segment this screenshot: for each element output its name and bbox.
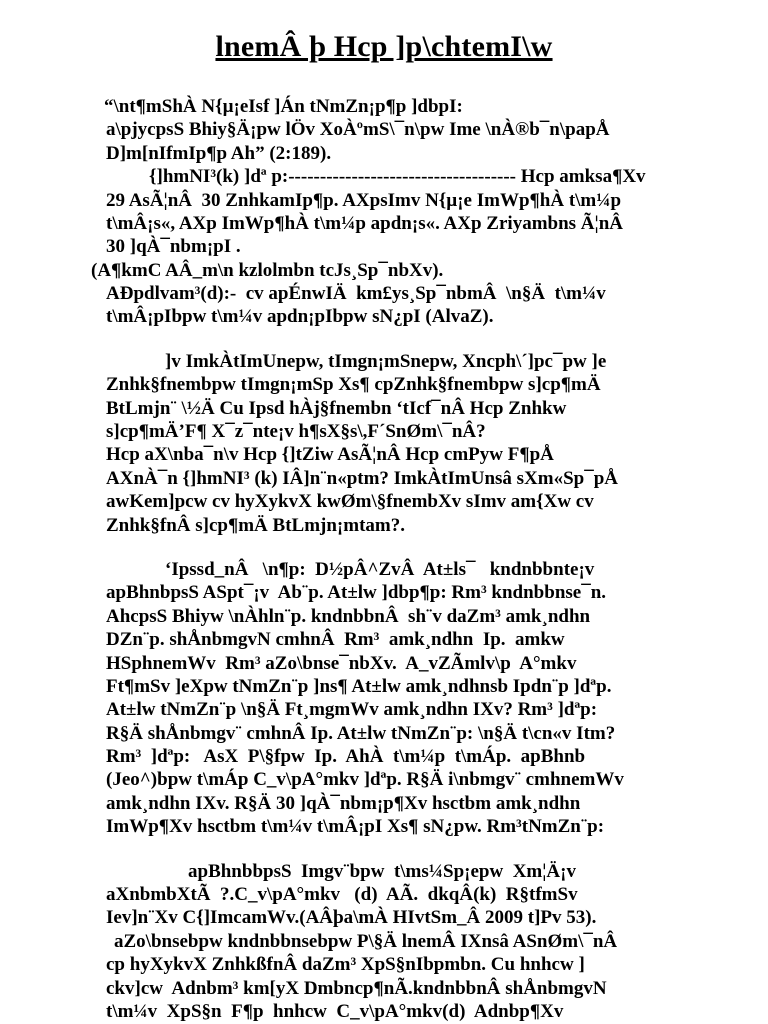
- text-line: t\mÂ¡s«, AXp ImWp¶hÀ t\m¼p apdn¡s«. AXp Zriyambns Ã¦nÂ: [106, 213, 623, 234]
- text-line: DZn¨p. shÅnbmgvN cmhnÂ Rm³ amk¸ndhn Ip. amkw: [106, 629, 565, 650]
- text-line: D]m[nIfmIp¶p Ah” (2:189).: [106, 143, 332, 164]
- text-line: ImWp¶Xv hsctbm t\m¼v t\mÂ¡pI Xs¶ sN¿pw. Rm³tNmZn¨p:: [106, 816, 605, 837]
- text-line: Hcp aX\nba¯n\v Hcp {]tZiw AsÃ¦nÂ Hcp cmPyw F¶pÅ: [106, 444, 554, 465]
- text-line: “\nt¶mShÀ N{µ¡eIsf ]Án tNmZn¡p¶p ]dbpI:: [104, 96, 463, 117]
- text-line: (A¶kmC AÂ_m\n kzlolmbn tcJs¸Sp¯nbXv).: [91, 260, 444, 281]
- text-line: Znhk§fnÂ s]cp¶mÄ BtLmjn¡mtam?.: [106, 515, 405, 536]
- text-line: s]cp¶mÄ’F¶ X¯z¯nte¡v h¶sX§s\,F´SnØm\¯nÂ?: [106, 421, 486, 442]
- text-line: Znhk§fnembpw tImgn¡mSp Xs¶ cpZnhk§fnembpw s]cp¶mÄ: [106, 374, 601, 395]
- text-line: ckv]cw Adnbm³ km[yX Dmbncp¶nÃ.kndnbbnÂ shÅnbmgvN: [106, 978, 607, 999]
- text-line: apBhnbbpsS Imgv¨bpw t\ms¼Sp¡epw Xm¦Ä¡v: [188, 861, 576, 882]
- text-line: AÐpdlvam³(d):- cv apÉnwIÄ km£ys¸Sp¯nbmÂ \n§Ä t\m¼v: [106, 283, 606, 304]
- text-line: R§Ä shÅnbmgv¨ cmhnÂ Ip. At±lw tNmZn¨p: \n§Ä t\cn«v Itm?: [106, 723, 616, 744]
- text-line: Ft¶mSv ]eXpw tNmZn¨p ]ns¶ At±lw amk¸ndhnsb Ipdn¨p ]dªp.: [106, 676, 612, 697]
- text-line: 30 ]qÀ¯nbm¡pI .: [106, 236, 241, 257]
- text-line: a\pjycpsS Bhiy§Ä¡pw lÖv XoÀºmS\¯n\pw Ime \nÀ®b¯n\papÅ: [106, 119, 610, 140]
- text-line: At±lw tNmZn¨p \n§Ä Ft¸mgmWv amk¸ndhn IXv? Rm³ ]dªp:: [106, 699, 598, 720]
- text-line: aXnbmbXtÃ ?.C_v\pA°mkv (d) AÃ. dkqÂ(k) R§tfmSv: [106, 884, 578, 905]
- text-line: HSphnemWv Rm³ aZo\bnse¯nbXv. A_vZÃmlv\p A°mkv: [106, 653, 577, 674]
- text-line: aZo\bnsebpw kndnbbnsebpw P\§Ä lnemÂ IXnsâ ASnØm\¯nÂ: [114, 931, 618, 952]
- text-line: cp hyXykvX ZnhkßfnÂ daZm³ XpS§nIbpmbn. Cu hnhcw ]: [106, 954, 585, 975]
- text-line: ‘Ipssd_nÂ \n¶p: D½pÂ^ZvÂ At±ls¯ kndnbbnte¡v: [165, 559, 595, 580]
- text-line: apBhnbpsS ASpt¯¡v Ab¨p. At±lw ]dbp¶p: Rm³ kndnbbnse¯n.: [106, 582, 607, 603]
- text-line: AXnÀ¯n {]hmNI³ (k) IÂ]n¨n«ptm? ImkÀtImUnsâ sXm«Sp¯pÅ: [106, 468, 619, 489]
- text-line: {]hmNI³(k) ]dª p:------------------------------------ Hcp amksa¶Xv: [149, 166, 646, 187]
- text-line: awKem]pcw cv hyXykvX kwØm\§fnembXv sImv am{Xw cv: [106, 491, 594, 512]
- text-line: ]v ImkÀtImUnepw, tImgn¡mSnepw, Xncph\´]pc¯pw ]e: [165, 351, 607, 372]
- text-line: BtLmjn¨ \½Ä Cu Ipsd hÀj§fnembn ‘tIcf¯nÂ Hcp Znhkw: [106, 398, 567, 419]
- text-line: t\mÂ¡pIbpw t\m¼v apdn¡pIbpw sN¿pI (AlvaZ).: [106, 306, 494, 327]
- text-line: t\m¼v XpS§n F¶p hnhcw C_v\pA°mkv(d) Adnbp¶Xv: [106, 1001, 564, 1022]
- document-title: lnemÂ þ Hcp ]p\chtemI\w: [215, 30, 553, 63]
- text-line: (Jeo^)bpw t\mÁp C_v\pA°mkv ]dªp. R§Ä i\nbmgv¨ cmhnemWv: [106, 769, 624, 790]
- text-line: 29 AsÃ¦nÂ 30 ZnhkamIp¶p. AXpsImv N{µ¡e ImWp¶hÀ t\m¼p: [106, 190, 622, 211]
- text-line: AhcpsS Bhiyw \nÀhln¨p. kndnbbnÂ sh¨v daZm³ amk¸ndhn: [106, 606, 591, 627]
- text-line: Iev]n¨Xv C{]ImcamWv.(AÂþa\mÀ HIvtSm_Â 2009 t]Pv 53).: [106, 907, 597, 928]
- text-line: amk¸ndhn IXv. R§Ä 30 ]qÀ¯nbm¡p¶Xv hsctbm amk¸ndhn: [106, 793, 581, 814]
- text-line: Rm³ ]dªp: AsX P\§fpw Ip. AhÀ t\m¼p t\mÁp. apBhnb: [106, 746, 586, 767]
